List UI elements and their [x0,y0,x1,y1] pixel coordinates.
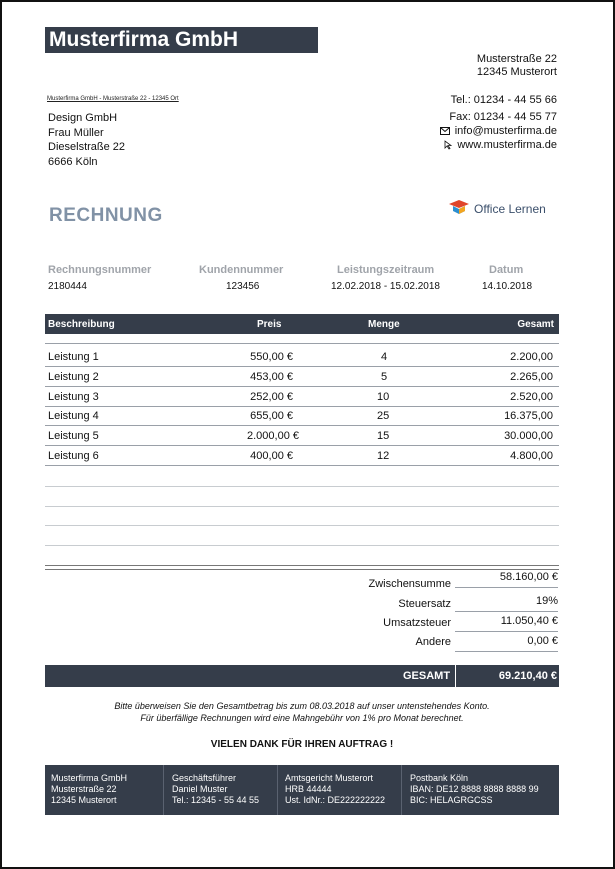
table-row [45,406,559,426]
recipient-address [48,111,125,169]
other-label: Andere [415,636,451,648]
table-top-rule [45,343,559,344]
footer-line: 12345 Musterort [51,795,117,805]
document-title: RECHNUNG [49,205,163,226]
table-bottom-double-rule [45,565,559,570]
row-description: Leistung 5 [48,430,99,442]
footer-separator [277,765,278,815]
office-lernen-logo [448,199,546,218]
contact-block [440,93,557,152]
row-total: 16.375,00 [504,410,553,422]
logo-text: Office Lernen [474,201,546,216]
date-value: 14.10.2018 [482,281,533,292]
empty-row-rule [45,486,559,487]
footer-company [51,773,127,806]
email-link[interactable]: info@musterfirma.de [454,125,557,137]
row-description: Leistung 4 [48,410,99,422]
cursor-icon [442,141,453,150]
footer-line: Ust. IdNr.: DE222222222 [285,795,386,805]
table-row [45,446,559,466]
row-price: 453,00 € [250,371,293,383]
table-row [45,387,559,407]
envelope-icon [440,127,451,136]
tax-rate-value: 19% [455,595,558,612]
row-description: Leistung 1 [48,351,99,363]
recipient-line: Frau Müller [48,126,104,139]
vat-value: 11.050,40 € [455,615,558,632]
footer-bank [410,773,539,806]
fax-text: Fax: 01234 - 44 55 77 [449,111,557,123]
footer-registry [285,773,385,806]
service-period-value: 12.02.2018 - 15.02.2018 [331,281,440,292]
footer-line: Musterstraße 22 [51,784,117,794]
row-total: 2.520,00 [510,391,553,403]
row-description: Leistung 3 [48,391,99,403]
col-total-header: Gesamt [517,319,554,330]
web-row [440,138,557,152]
footer-line: IBAN: DE12 8888 8888 8888 99 [410,784,539,794]
row-quantity: 12 [377,450,390,462]
subtotal-label: Zwischensumme [368,578,451,590]
row-price: 550,00 € [250,351,293,363]
row-quantity: 25 [377,410,390,422]
row-total: 2.200,00 [510,351,553,363]
grand-total-label: GESAMT [403,670,451,682]
recipient-line: Dieselstraße 22 [48,141,126,153]
footer-line: Musterfirma GmbH [51,773,128,783]
total-divider [455,665,456,687]
col-quantity-header: Menge [368,319,400,330]
company-address [477,53,557,79]
customer-number-label: Kundennummer [199,264,284,276]
row-quantity: 10 [377,391,390,403]
late-fee-note: Für überfällige Rechnungen wird eine Mahngebühr von 1% pro Monat berechnet. [140,713,464,723]
graduation-cap-icon [448,199,470,218]
table-header [45,314,559,334]
phone-text: Tel.: 01234 - 44 55 66 [450,94,557,106]
grand-total-value: 69.210,40 € [498,670,557,682]
row-description: Leistung 6 [48,450,99,462]
footer-line: BIC: HELAGRGCSS [410,795,493,805]
empty-row-rule [45,545,559,546]
row-quantity: 4 [381,351,388,363]
vat-label: Umsatzsteuer [383,617,451,629]
payment-note: Bitte überweisen Sie den Gesamtbetrag bis zum 08.03.2018 auf unser untenstehendes Konto. [114,701,490,711]
footer-line: Postbank Köln [410,773,469,783]
subtotal-value: 58.160,00 € [455,571,558,588]
footer-separator [163,765,164,815]
website-link[interactable]: www.musterfirma.de [457,139,557,151]
customer-number-value: 123456 [226,281,260,292]
col-description-header: Beschreibung [48,319,115,330]
company-street: Musterstraße 22 [476,53,557,65]
service-period-label: Leistungszeitraum [337,264,435,276]
tax-rate-label: Steuersatz [398,598,451,610]
thank-you-message: VIELEN DANK FÜR IHREN AUFTRAG ! [210,739,394,750]
row-price: 400,00 € [250,450,293,462]
footer [45,765,559,815]
row-price: 655,00 € [250,410,293,422]
fax-row [440,110,557,124]
row-quantity: 15 [377,430,390,442]
invoice-number-value: 2180444 [48,281,87,292]
email-row [440,124,557,138]
footer-line: Amtsgericht Musterort [285,773,374,783]
invoice-number-label: Rechnungsnummer [48,264,152,276]
footer-management [172,773,259,806]
footer-line: Tel.: 12345 - 55 44 55 [172,795,260,805]
company-name-banner: Musterfirma GmbH [45,27,318,53]
footer-line: Geschäftsführer [172,773,237,783]
footer-line: Daniel Muster [172,784,228,794]
recipient-line: Design GmbH [48,112,118,124]
empty-row-rule [45,506,559,507]
footer-line: HRB 44444 [285,784,332,794]
company-city: 12345 Musterort [476,66,557,78]
footer-separator [401,765,402,815]
other-value: 0,00 € [455,635,558,652]
recipient-line: 6666 Köln [48,155,98,168]
table-row [45,426,559,446]
grand-total-bar [45,665,559,687]
date-label: Datum [489,264,524,276]
row-price: 2.000,00 € [247,430,299,442]
empty-row-rule [45,525,559,526]
col-price-header: Preis [257,319,282,330]
table-row [45,347,559,367]
row-total: 4.800,00 [510,450,553,462]
row-description: Leistung 2 [48,371,99,383]
phone-row [440,93,557,107]
table-row [45,367,559,387]
sender-line: Musterfirma GmbH - Musterstraße 22 - 12345 Ort [47,96,179,102]
row-price: 252,00 € [250,391,293,403]
row-quantity: 5 [381,371,388,383]
row-total: 2.265,00 [510,371,553,383]
row-total: 30.000,00 [504,430,553,442]
